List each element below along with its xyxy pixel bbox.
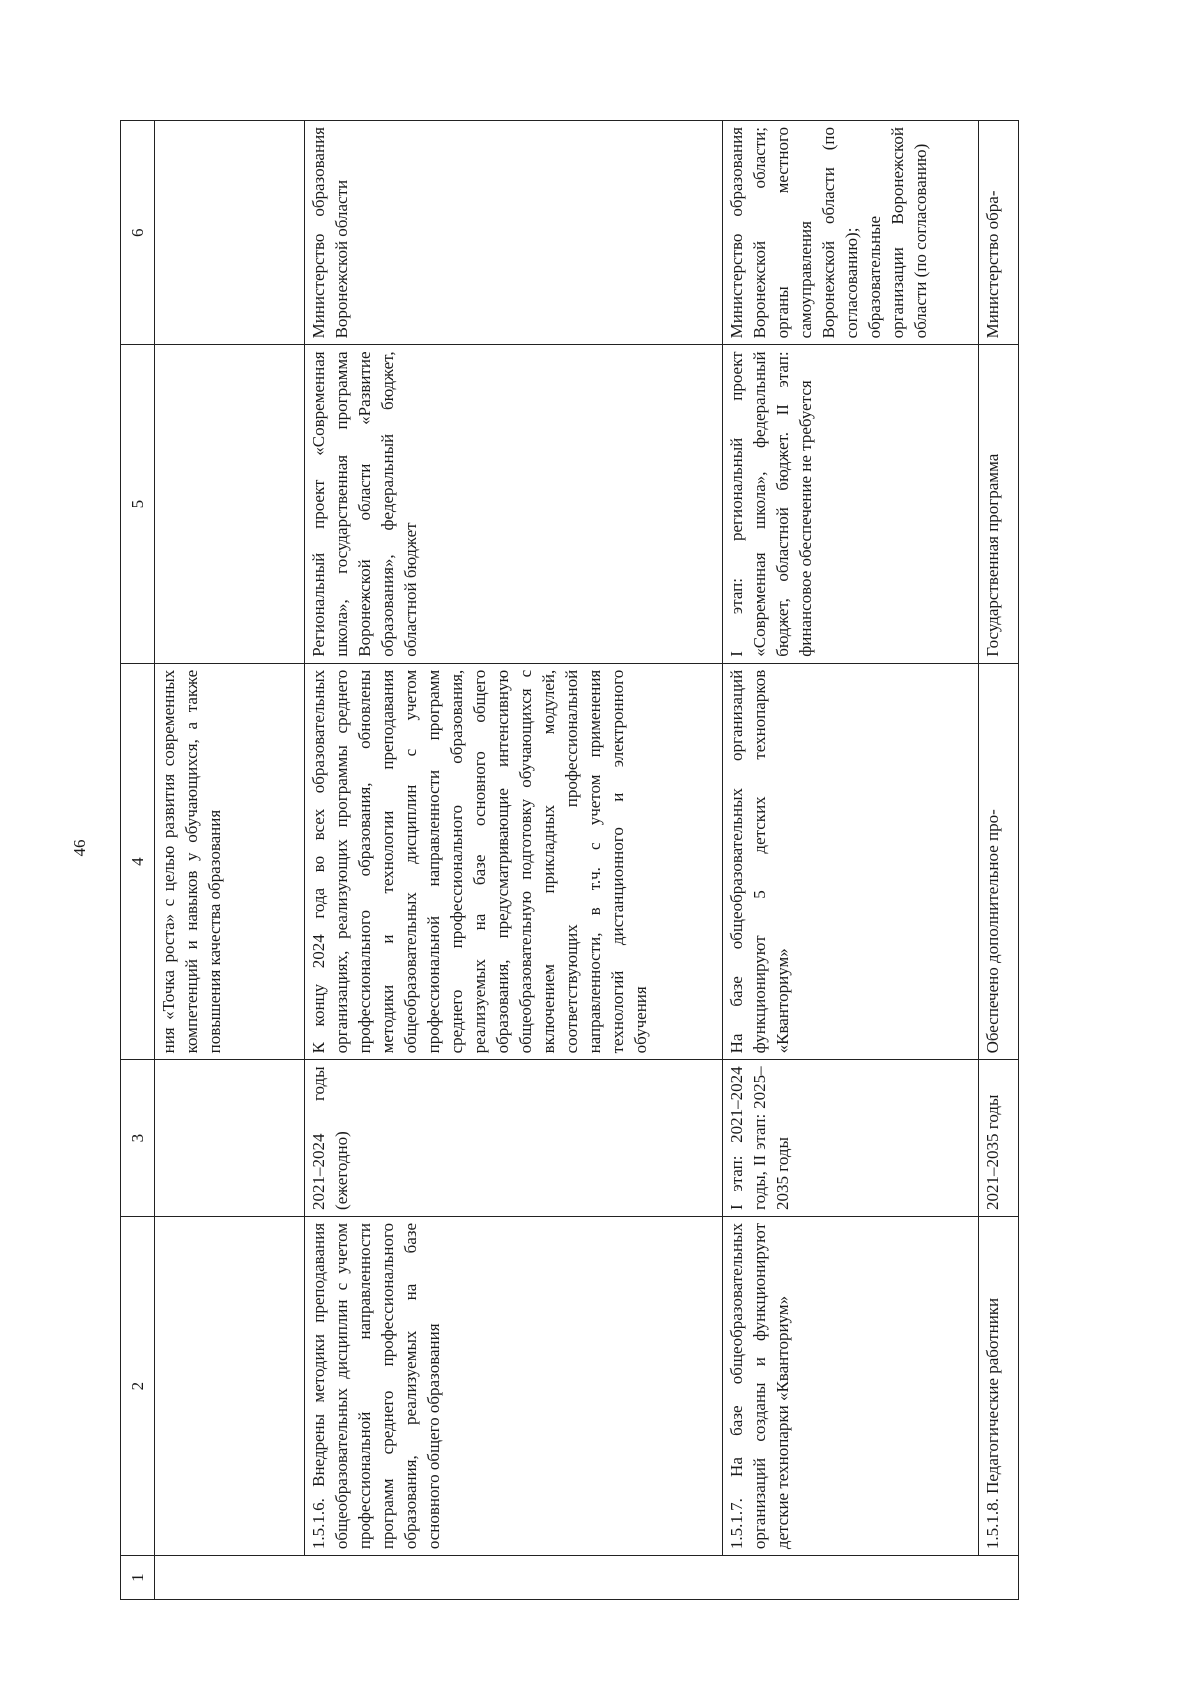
item-cell: 1.5.1.7. На базе общеобразовательных организаций созданы и функционируют детские технопарки «Кванториум» xyxy=(723,1216,979,1555)
result-cell: ния «Точка роста» с целью развития современных компетенций и навыков у обучающихся, а также повышения качества образования xyxy=(155,663,305,1060)
executor-cell: Министерство обра- xyxy=(979,121,1019,345)
table-row xyxy=(305,121,723,1600)
num-cell xyxy=(155,1556,1019,1600)
term-cell: I этап: 2021–2024 годы, II этап: 2025–2035 годы xyxy=(723,1060,979,1217)
result-cell: К концу 2024 года во всех образовательных организациях, реализующих программы среднего профессионального образования, обновлены методики и технологии преподавания общеобразовательных дисциплин с учетом профессиональной направленности программ среднего профессионального образования, реализуемых на базе основного общего образования, предусматривающие интенсивную общеобразовательную подготовку обучающихся с включением прикладных модулей, соответствующих профессиональной направленности, в т.ч. с учетом применения технологий дистанционного и электронного обучения xyxy=(305,663,723,1060)
item-cell: 1.5.1.8. Педагогические работники xyxy=(979,1216,1019,1555)
result-cell: На базе общеобразовательных организаций функционируют 5 детских технопарков «Кванториум» xyxy=(723,663,979,1060)
source-cell xyxy=(155,345,305,663)
executor-cell: Министерство образования Воронежской области; органы местного самоуправления Воронежской области (по согласованию); образовательные организации Воронежской области (по согласованию) xyxy=(723,121,979,345)
rotated-table-container xyxy=(120,120,1060,1600)
table-row xyxy=(155,121,305,1600)
page-number: 46 xyxy=(70,839,89,857)
item-cell xyxy=(155,1216,305,1555)
plan-table xyxy=(120,120,1019,1600)
executor-cell: Министерство образования Воронежской области xyxy=(305,121,723,345)
executor-cell xyxy=(155,121,305,345)
header-col-2: 2 xyxy=(121,1216,155,1555)
result-cell: Обеспечено дополнительное про- xyxy=(979,663,1019,1060)
term-cell: 2021–2024 годы (ежегодно) xyxy=(305,1060,723,1217)
source-cell: I этап: региональный проект «Современная школа», федеральный бюджет, областной бюджет. II этап: финансовое обеспечение не требуется xyxy=(723,345,979,663)
source-cell: Региональный проект «Современная школа», государственная программа Воронежской области «Развитие образования», федеральный бюджет, областной бюджет xyxy=(305,345,723,663)
term-cell: 2021–2035 годы xyxy=(979,1060,1019,1217)
table-row xyxy=(723,121,979,1600)
header-col-5: 5 xyxy=(121,345,155,663)
header-col-3: 3 xyxy=(121,1060,155,1217)
source-cell: Государственная программа xyxy=(979,345,1019,663)
header-col-4: 4 xyxy=(121,663,155,1060)
header-col-1: 1 xyxy=(121,1556,155,1600)
header-col-6: 6 xyxy=(121,121,155,345)
table-row xyxy=(979,121,1019,1600)
item-cell: 1.5.1.6. Внедрены методики преподавания общеобразовательных дисциплин с учетом профессиональной направленности программ среднего профессионального образования, реализуемых на базе основного общего образования xyxy=(305,1216,723,1555)
header-row xyxy=(121,121,155,1600)
term-cell xyxy=(155,1060,305,1217)
